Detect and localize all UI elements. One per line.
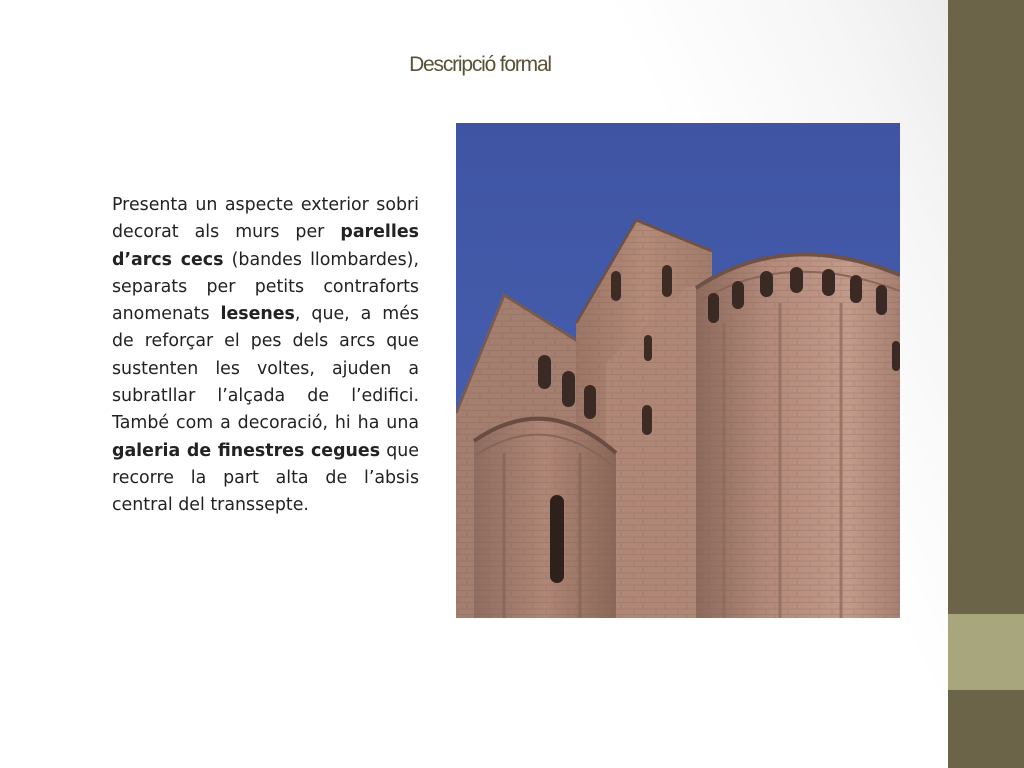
slide-title: Descripció formal xyxy=(409,53,551,76)
body-text-segment: que recorre la part alta de l’absis central del transsepte. xyxy=(112,440,419,516)
slide-body-text xyxy=(112,192,419,520)
church-photo xyxy=(456,123,900,618)
body-text-bold-segment: lesenes xyxy=(220,304,295,325)
body-text-bold-segment: galeria de finestres cegues xyxy=(112,440,381,461)
sidebar-decoration-accent xyxy=(948,614,1024,690)
body-text-segment: , que, a més de reforçar el pes dels arcs que sustenten les voltes, ajuden a subratllar l’alçada de l’edifici. També com a decoració, hi ha una xyxy=(112,304,419,434)
body-text-segment: (bandes llombardes), separats per petits contraforts anomenats xyxy=(112,249,419,325)
body-text-bold-segment: parelles d’arcs cecs xyxy=(112,222,419,270)
body-text-segment: Presenta un aspecte exterior sobri decorat als murs per xyxy=(112,195,419,243)
